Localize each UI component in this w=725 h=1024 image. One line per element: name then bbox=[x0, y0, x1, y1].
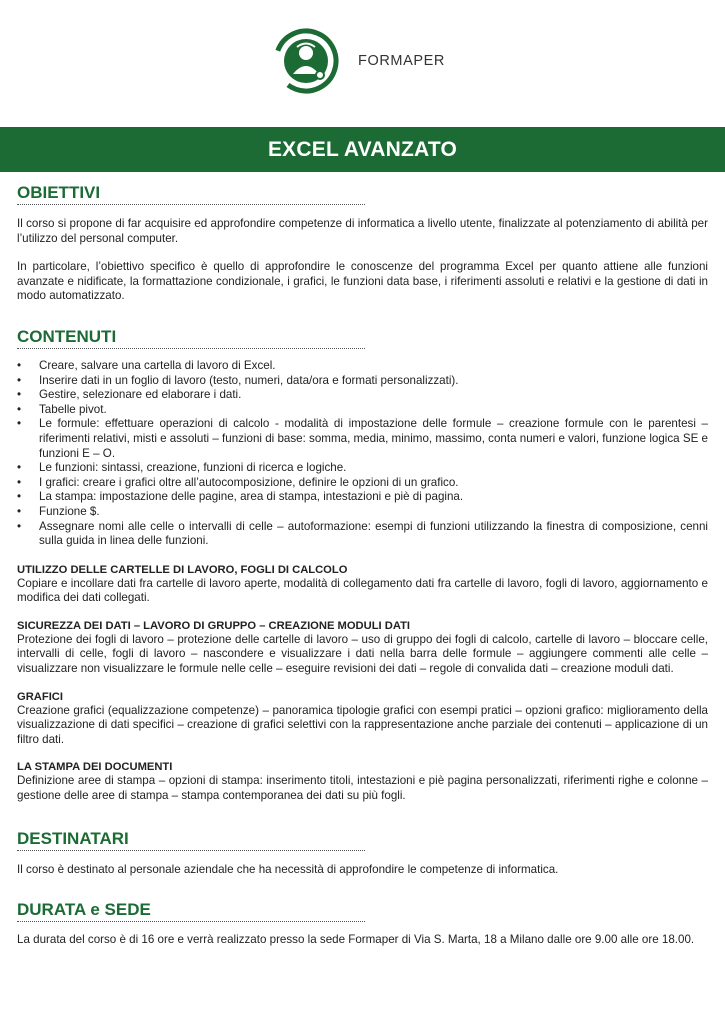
document-body bbox=[17, 180, 708, 948]
section-title: OBIETTIVI bbox=[17, 183, 101, 202]
list-item: • Funzione $. bbox=[17, 505, 708, 520]
title-banner bbox=[0, 127, 725, 172]
subsection-title: SICUREZZA DEI DATI – LAVORO DI GRUPPO – CREAZIONE MODULI DATI bbox=[17, 619, 411, 632]
subsection bbox=[17, 619, 708, 677]
paragraph: Copiare e incollare dati fra cartelle di lavoro aperte, modalità di collegamento dati fra cartelle di lavoro, fogli di lavoro, aggiornamento e modifica dei dati collegati. bbox=[17, 576, 708, 605]
subsection-title: GRAFICI bbox=[17, 690, 63, 703]
list-item: • Le funzioni: sintassi, creazione, funzioni di ricerca e logiche. bbox=[17, 461, 708, 476]
section-divider bbox=[17, 850, 365, 851]
header bbox=[0, 0, 725, 127]
section-divider bbox=[17, 348, 365, 349]
list-item: • Creare, salvare una cartella di lavoro di Excel. bbox=[17, 359, 708, 374]
section-title: CONTENUTI bbox=[17, 326, 117, 346]
list-item: • La stampa: impostazione delle pagine, area di stampa, intestazioni e piè di pagina. bbox=[17, 490, 708, 505]
document-title: EXCEL AVANZATO bbox=[267, 137, 458, 161]
subsection bbox=[17, 760, 708, 803]
paragraph: Definizione aree di stampa – opzioni di stampa: inserimento titoli, intestazioni e piè pagina personalizzati, riferimenti righe e colonne – gestione delle aree di stampa – stampa contemporanea dei dati su più fogli. bbox=[17, 774, 708, 803]
section-title: DESTINATARI bbox=[17, 828, 129, 848]
section-destinatari bbox=[17, 828, 708, 878]
subsection-title: UTILIZZO DELLE CARTELLE DI LAVORO, FOGLI DI CALCOLO bbox=[17, 563, 348, 576]
subsection-title: LA STAMPA DEI DOCUMENTI bbox=[17, 761, 173, 774]
section-divider bbox=[17, 204, 365, 205]
section-obiettivi bbox=[17, 182, 708, 304]
section-divider bbox=[17, 921, 365, 922]
paragraph: In particolare, l’obiettivo specifico è quello di approfondire le conoscenze del programma Excel per quanto attiene alle funzioni avanzate e nidificate, la formattazione condizionale, i grafici, le funzioni data base, i riferimenti assoluti e relativi e la gestione di dati in modo automatizzato. bbox=[17, 260, 708, 303]
paragraph: Il corso si propone di far acquisire ed approfondire competenze di informatica a livello utente, finalizzate al potenziamento di abilità per l’utilizzo del personal computer. bbox=[17, 217, 708, 245]
list-item: • Inserire dati in un foglio di lavoro (testo, numeri, data/ora e formati personalizzati). bbox=[17, 374, 708, 389]
paragraph: La durata del corso è di 16 ore e verrà realizzato presso la sede Formaper di Via S. Marta, 18 a Milano dalle ore 9.00 alle ore 18.00. bbox=[17, 933, 695, 947]
subsection bbox=[17, 690, 708, 748]
list-item: • I grafici: creare i grafici oltre all’autocomposizione, definire le opzioni di un grafico. bbox=[17, 476, 708, 491]
content-list bbox=[17, 359, 708, 549]
subsection bbox=[17, 563, 708, 606]
formaper-logo-icon bbox=[273, 28, 339, 94]
brand-name: FORMAPER bbox=[358, 53, 445, 69]
list-item: • Gestire, selezionare ed elaborare i dati. bbox=[17, 388, 708, 403]
list-item: • Assegnare nomi alle celle o intervalli di celle – autoformazione: esempi di funzioni utilizzando la finestra di composizione, cenni sulla guida in linea delle funzioni. bbox=[17, 520, 708, 549]
section-title: DURATA e SEDE bbox=[17, 900, 151, 920]
list-item: • Tabelle pivot. bbox=[17, 403, 708, 418]
paragraph: Protezione dei fogli di lavoro – protezione delle cartelle di lavoro – uso di gruppo dei fogli di calcolo, cartelle di lavoro – bloccare celle, intervalli di celle, fogli di lavoro – nascondere e visualizzare i dati nella barra delle formule – aggiungere commenti alle celle – visualizzare non visualizzare le formule nelle celle – eseguire revisioni dei dati – regole di convalida dati – creazione moduli dati. bbox=[17, 632, 708, 676]
paragraph: Il corso è destinato al personale aziendale che ha necessità di approfondire le competenze di informatica. bbox=[17, 862, 559, 876]
section-contenuti bbox=[17, 326, 708, 804]
list-item: • Le formule: effettuare operazioni di calcolo - modalità di impostazione delle formule – creazione formule con le parentesi – riferimenti relativi, misti e assoluti – funzioni di base: somma, media, minimo, massimo, conta numeri e valori, funzione logica SE e funzioni E – O. bbox=[17, 417, 708, 461]
section-durata bbox=[17, 899, 708, 948]
paragraph: Creazione grafici (equalizzazione competenze) – panoramica tipologie grafici con esempi pratici – opzioni grafico: miglioramento della visualizzazione di dati specifici – creazione di grafici selettivi con la rappresentazione anche parziale dei contenuti – applicazione di un filtro dati. bbox=[17, 703, 708, 746]
